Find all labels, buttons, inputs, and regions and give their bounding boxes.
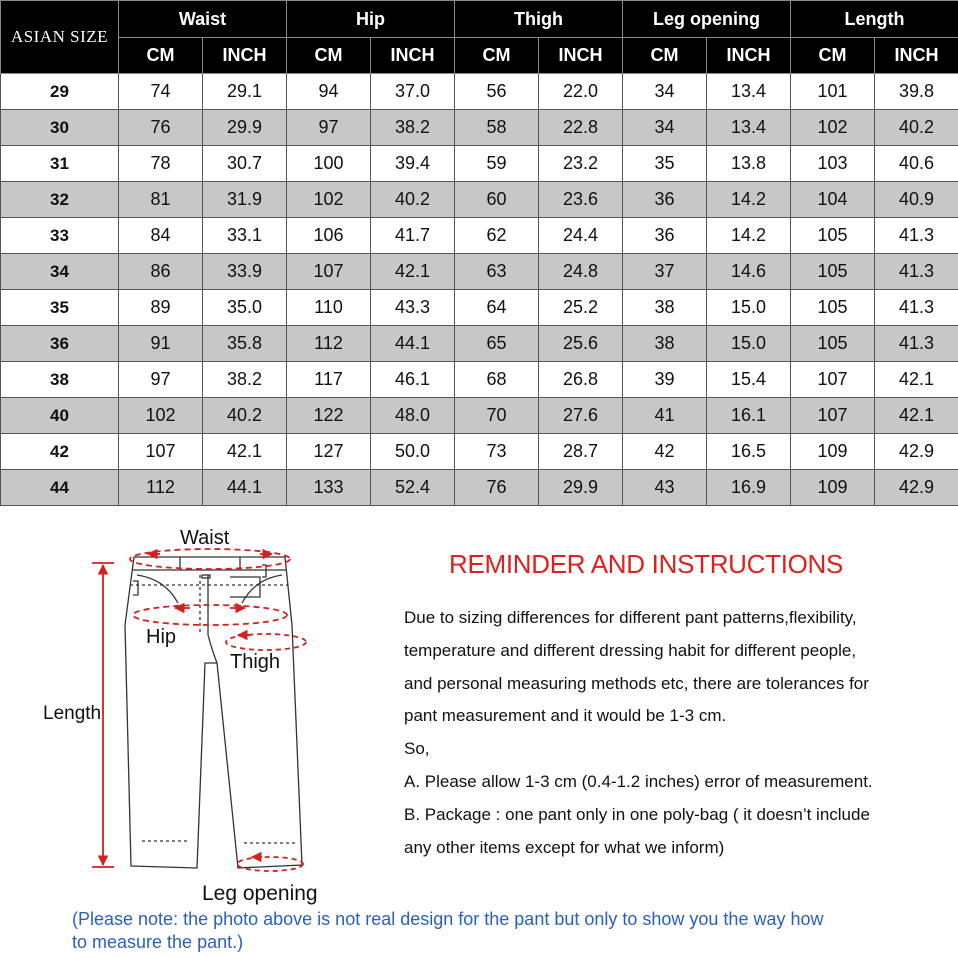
- measurement-cell: 105: [791, 254, 875, 290]
- instruction-line: temperature and different dressing habit for different people,: [404, 640, 857, 660]
- measurement-cell: 22.0: [539, 74, 623, 110]
- measurement-cell: 46.1: [371, 362, 455, 398]
- size-cell: 36: [1, 326, 119, 362]
- hip-group-header: Hip: [287, 1, 455, 38]
- size-row: [1, 74, 958, 110]
- measurement-cell: 81: [119, 182, 203, 218]
- measurement-cell: 39: [623, 362, 707, 398]
- measurement-cell: 44.1: [203, 470, 287, 506]
- instruction-line: So,: [404, 739, 430, 759]
- leg-opening-group-header: Leg opening: [623, 1, 791, 38]
- measurement-cell: 23.2: [539, 146, 623, 182]
- measurement-cell: 107: [119, 434, 203, 470]
- measurement-cell: 107: [287, 254, 371, 290]
- measurement-cell: 14.2: [707, 218, 791, 254]
- measurement-cell: 38: [623, 326, 707, 362]
- measurement-cell: 40.2: [371, 182, 455, 218]
- instructions-text: [404, 602, 954, 864]
- measurement-cell: 109: [791, 470, 875, 506]
- size-row: [1, 434, 958, 470]
- size-row: [1, 146, 958, 182]
- measurement-cell: 41.3: [875, 254, 958, 290]
- measurement-cell: 102: [119, 398, 203, 434]
- measurement-cell: 105: [791, 218, 875, 254]
- unit-header-inch: INCH: [707, 38, 791, 74]
- measurement-cell: 70: [455, 398, 539, 434]
- measurement-cell: 40.2: [203, 398, 287, 434]
- measurement-cell: 40.2: [875, 110, 958, 146]
- measurement-cell: 62: [455, 218, 539, 254]
- measurement-cell: 41.3: [875, 290, 958, 326]
- measurement-cell: 42.1: [203, 434, 287, 470]
- measurement-cell: 110: [287, 290, 371, 326]
- measurement-cell: 36: [623, 182, 707, 218]
- hip-ellipse-arrow: [133, 605, 287, 625]
- measurement-cell: 13.4: [707, 74, 791, 110]
- size-cell: 33: [1, 218, 119, 254]
- length-group-header: Length: [791, 1, 958, 38]
- size-cell: 42: [1, 434, 119, 470]
- size-cell: 44: [1, 470, 119, 506]
- instruction-line: any other items except for what we inform): [404, 837, 725, 857]
- size-cell: 40: [1, 398, 119, 434]
- measurement-cell: 41.3: [875, 218, 958, 254]
- measurement-cell: 22.8: [539, 110, 623, 146]
- measurement-cell: 35.0: [203, 290, 287, 326]
- note-line: (Please note: the photo above is not real design for the pant but only to show you the way how: [72, 909, 824, 929]
- measurement-cell: 28.7: [539, 434, 623, 470]
- measurement-cell: 15.0: [707, 326, 791, 362]
- measurement-cell: 50.0: [371, 434, 455, 470]
- size-row: [1, 362, 958, 398]
- size-row: [1, 218, 958, 254]
- measurement-cell: 34: [623, 110, 707, 146]
- photo-note: [72, 908, 942, 954]
- size-column-header: ASIAN SIZE: [1, 1, 119, 74]
- measurement-cell: 117: [287, 362, 371, 398]
- measurement-cell: 56: [455, 74, 539, 110]
- pants-outline: [125, 557, 302, 868]
- size-cell: 31: [1, 146, 119, 182]
- measurement-cell: 13.4: [707, 110, 791, 146]
- reminder-title: REMINDER AND INSTRUCTIONS: [449, 549, 844, 579]
- size-cell: 38: [1, 362, 119, 398]
- measurement-cell: 112: [287, 326, 371, 362]
- unit-header-cm: CM: [287, 38, 371, 74]
- measurement-cell: 24.8: [539, 254, 623, 290]
- size-cell: 29: [1, 74, 119, 110]
- measurement-cell: 41.7: [371, 218, 455, 254]
- size-row: [1, 182, 958, 218]
- measurement-cell: 23.6: [539, 182, 623, 218]
- thigh-ellipse-arrow: [226, 634, 306, 650]
- note-line: to measure the pant.): [72, 932, 244, 952]
- size-row: [1, 398, 958, 434]
- measurement-cell: 63: [455, 254, 539, 290]
- measurement-cell: 14.6: [707, 254, 791, 290]
- measurement-cell: 97: [119, 362, 203, 398]
- measurement-cell: 30.7: [203, 146, 287, 182]
- waist-label: Waist: [180, 527, 230, 549]
- measurement-cell: 35.8: [203, 326, 287, 362]
- size-row: [1, 470, 958, 506]
- measurement-cell: 31.9: [203, 182, 287, 218]
- measurement-cell: 106: [287, 218, 371, 254]
- group-header-row: [1, 1, 958, 38]
- measurement-cell: 52.4: [371, 470, 455, 506]
- measurement-cell: 37.0: [371, 74, 455, 110]
- measurement-cell: 48.0: [371, 398, 455, 434]
- measurement-cell: 13.8: [707, 146, 791, 182]
- measurement-cell: 127: [287, 434, 371, 470]
- size-row: [1, 290, 958, 326]
- measurement-cell: 24.4: [539, 218, 623, 254]
- unit-header-inch: INCH: [539, 38, 623, 74]
- measurement-cell: 74: [119, 74, 203, 110]
- measurement-cell: 42.1: [875, 398, 958, 434]
- unit-header-cm: CM: [455, 38, 539, 74]
- measurement-cell: 103: [791, 146, 875, 182]
- measurement-cell: 27.6: [539, 398, 623, 434]
- unit-header-cm: CM: [623, 38, 707, 74]
- size-row: [1, 110, 958, 146]
- size-row: [1, 254, 958, 290]
- thigh-group-header: Thigh: [455, 1, 623, 38]
- measurement-cell: 112: [119, 470, 203, 506]
- measurement-cell: 41.3: [875, 326, 958, 362]
- measurement-cell: 34: [623, 74, 707, 110]
- measurement-cell: 42: [623, 434, 707, 470]
- measurement-cell: 76: [455, 470, 539, 506]
- measurement-cell: 29.9: [539, 470, 623, 506]
- measurement-cell: 38.2: [371, 110, 455, 146]
- measurement-cell: 105: [791, 326, 875, 362]
- measurement-cell: 40.9: [875, 182, 958, 218]
- measurement-cell: 38.2: [203, 362, 287, 398]
- measurement-cell: 65: [455, 326, 539, 362]
- measurement-cell: 78: [119, 146, 203, 182]
- leg-opening-ellipse-arrow: [237, 857, 303, 871]
- measurement-cell: 26.8: [539, 362, 623, 398]
- measurement-cell: 42.9: [875, 434, 958, 470]
- measurement-cell: 44.1: [371, 326, 455, 362]
- instruction-line: Due to sizing differences for different pant patterns,flexibility,: [404, 608, 857, 627]
- measurement-cell: 25.2: [539, 290, 623, 326]
- measurement-cell: 73: [455, 434, 539, 470]
- thigh-label: Thigh: [230, 651, 281, 673]
- measurement-cell: 68: [455, 362, 539, 398]
- measurement-cell: 42.1: [371, 254, 455, 290]
- leg-opening-label: Leg opening: [202, 882, 318, 905]
- measurement-cell: 42.1: [875, 362, 958, 398]
- instruction-line: and personal measuring methods etc, there are tolerances for: [404, 673, 869, 693]
- measurement-cell: 105: [791, 290, 875, 326]
- measurement-cell: 41: [623, 398, 707, 434]
- measurement-cell: 29.1: [203, 74, 287, 110]
- measurement-cell: 37: [623, 254, 707, 290]
- instruction-line: A. Please allow 1-3 cm (0.4-1.2 inches) error of measurement.: [404, 771, 873, 791]
- unit-header-cm: CM: [791, 38, 875, 74]
- unit-header-inch: INCH: [875, 38, 958, 74]
- measurement-cell: 33.9: [203, 254, 287, 290]
- measurement-cell: 89: [119, 290, 203, 326]
- size-cell: 34: [1, 254, 119, 290]
- measurement-cell: 84: [119, 218, 203, 254]
- measurement-cell: 122: [287, 398, 371, 434]
- measurement-cell: 86: [119, 254, 203, 290]
- measurement-cell: 16.5: [707, 434, 791, 470]
- measurement-cell: 33.1: [203, 218, 287, 254]
- measurement-cell: 42.9: [875, 470, 958, 506]
- measurement-cell: 94: [287, 74, 371, 110]
- measurement-cell: 39.4: [371, 146, 455, 182]
- measurement-cell: 102: [791, 110, 875, 146]
- measurement-cell: 16.1: [707, 398, 791, 434]
- size-chart-body: [1, 74, 958, 506]
- measurement-cell: 39.8: [875, 74, 958, 110]
- measurement-cell: 58: [455, 110, 539, 146]
- pants-measurement-diagram: [30, 515, 360, 910]
- instruction-line: B. Package : one pant only in one poly-bag ( it doesn’t include: [404, 804, 870, 824]
- size-cell: 32: [1, 182, 119, 218]
- waist-group-header: Waist: [119, 1, 287, 38]
- measurement-cell: 104: [791, 182, 875, 218]
- measurement-cell: 60: [455, 182, 539, 218]
- unit-header-inch: INCH: [371, 38, 455, 74]
- measurement-cell: 59: [455, 146, 539, 182]
- measurement-cell: 43.3: [371, 290, 455, 326]
- measurement-cell: 101: [791, 74, 875, 110]
- unit-header-cm: CM: [119, 38, 203, 74]
- measurement-cell: 43: [623, 470, 707, 506]
- measurement-cell: 35: [623, 146, 707, 182]
- waist-ellipse-arrow: [130, 549, 290, 569]
- measurement-cell: 97: [287, 110, 371, 146]
- measurement-cell: 133: [287, 470, 371, 506]
- measurement-cell: 40.6: [875, 146, 958, 182]
- measurement-cell: 109: [791, 434, 875, 470]
- instruction-line: pant measurement and it would be 1-3 cm.: [404, 706, 727, 726]
- measurement-cell: 107: [791, 362, 875, 398]
- measurement-cell: 15.0: [707, 290, 791, 326]
- measurement-cell: 14.2: [707, 182, 791, 218]
- measurement-cell: 25.6: [539, 326, 623, 362]
- measurement-cell: 15.4: [707, 362, 791, 398]
- unit-header-inch: INCH: [203, 38, 287, 74]
- length-label: Length: [43, 703, 102, 724]
- measurement-cell: 107: [791, 398, 875, 434]
- unit-header-row: [1, 38, 958, 74]
- hip-label: Hip: [146, 626, 177, 648]
- size-cell: 30: [1, 110, 119, 146]
- size-cell: 35: [1, 290, 119, 326]
- measurement-cell: 36: [623, 218, 707, 254]
- measurement-cell: 38: [623, 290, 707, 326]
- size-row: [1, 326, 958, 362]
- measurement-cell: 64: [455, 290, 539, 326]
- measurement-cell: 91: [119, 326, 203, 362]
- measurement-cell: 100: [287, 146, 371, 182]
- measurement-cell: 29.9: [203, 110, 287, 146]
- measurement-cell: 16.9: [707, 470, 791, 506]
- measurement-cell: 76: [119, 110, 203, 146]
- measurement-cell: 102: [287, 182, 371, 218]
